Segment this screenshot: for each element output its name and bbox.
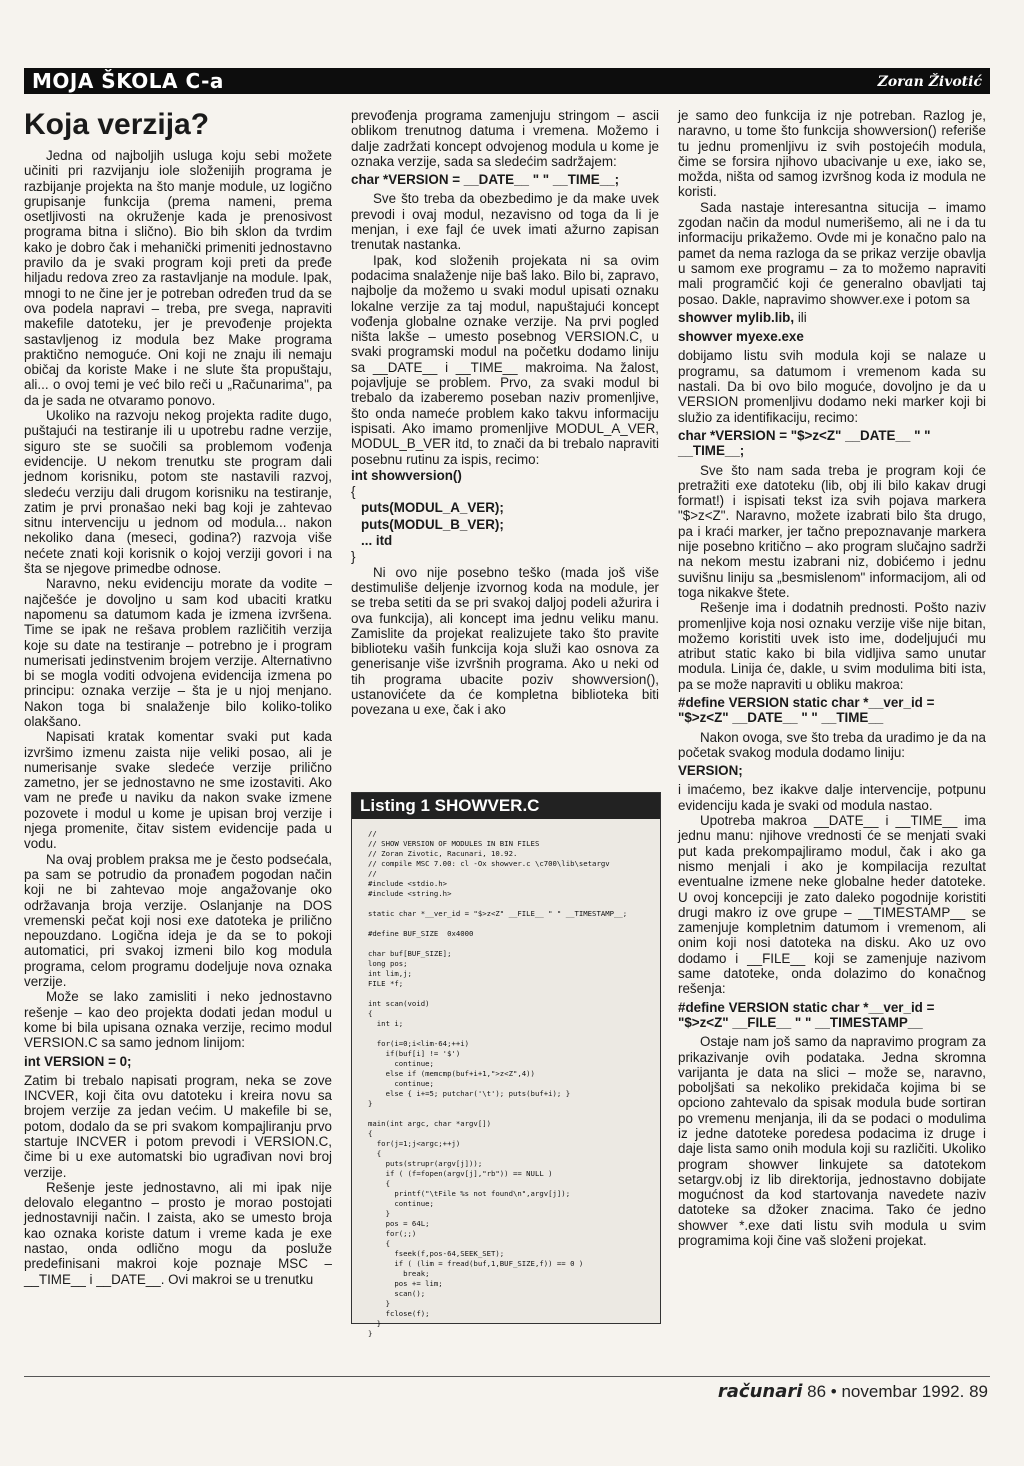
code-line: puts(MODUL_A_VER); (361, 500, 504, 516)
paragraph: Sve što treba da obezbedimo je da make uvek prevodi i ovaj modul, nezavisno od toga da li je menjan, i exe fajl će uvek imati ažurno zapisan trenutak nastanka. (351, 191, 659, 253)
paragraph: Može se lako zamisliti i neko jednostavno rešenje – kao deo projekta dodati jedan modul u kome bi bila upisana oznaka verzije, recimo modul VERSION.C sa samo jednom linijom: (24, 989, 332, 1051)
section-header-bar (24, 68, 990, 94)
code-line: #define VERSION static char *__ver_id = "$>z<Z" __FILE__ " " __TIMESTAMP__ (678, 999, 935, 1030)
code-line: char *VERSION = "$>z<Z" __DATE__ " " __TIME__; (678, 427, 931, 459)
code-line: puts(MODUL_B_VER); (361, 516, 504, 532)
code-line: } (351, 549, 356, 565)
article-column-1 (24, 108, 332, 1287)
code-listing-box (351, 792, 661, 1338)
code-line: VERSION; (678, 763, 743, 779)
paragraph: Upotreba makroa __DATE__ i __TIME__ ima jednu manu: njihove vrednosti će se menjati svaki put kada prekompajliramo modul, čak i ako ga nismo menjali i ako je kompilacija rezultat eventualne izmene neke globalne heder datoteke. U ovoj koncepciji je zato daleko pogodnije koristiti drugi makro iz ove grupe – __TIMESTAMP__ se zamenjuje kompletnim datumom i vremenom, ali onim koji nosi datoteka na disku. Ako uz ovo dodamo i __FILE__ koji se zamenjuje nazivom same datoteke, onda dolazimo do konačnog rešenja: (678, 813, 986, 997)
paragraph: prevođenja programa zamenjuju stringom – ascii oblikom trenutnog datuma i vremena. Možemo i dalje zadržati koncept odvojenog modula u kome je oznaka verzije, sada sa sledećim sadržajem: (351, 108, 659, 169)
code-tail: ili (797, 309, 807, 325)
paragraph: i imaćemo, bez ikakve dalje intervencije, potpunu evidenciju kada je svaki od modula nastao. (678, 782, 986, 813)
author-name: Zoran Životić (877, 74, 982, 90)
article-column-2 (351, 108, 659, 718)
code-line: char *VERSION = __DATE__ " " __TIME__; (351, 172, 620, 188)
magazine-logo: računari (717, 1381, 803, 1402)
code-line: int showversion() (351, 467, 462, 483)
section-title: MOJA ŠKOLA C-a (32, 69, 224, 93)
paragraph: Na ovaj problem praksa me je često podsećala, pa sam se potrudio da pronađem pogodan način koji ne bi zahtevao moje angažovanje oko održavanja broja verzije. Oslanjanje na DOS vremenski pečat koji nosi exe datoteka je prilično nepouzdano. Logična ideja je da se to pokoji automatici, pri svakoj izmeni bilo kog modula programa, celom programu dodeljuje nova oznaka verzije. (24, 851, 332, 990)
code-line: #define VERSION static char *__ver_id = "$>z<Z" __DATE__ " " __TIME__ (678, 694, 935, 726)
paragraph: Ipak, kod složenih projekata ni sa ovim podacima snalaženje nije baš lako. Bilo bi, zapravo, najbolje da možemo u svaki modul upisati oznaku lokalne verzije za taj modul, napuštajući koncept vođenja globalne oznake verzije. Na prvi pogled ništa lakše – umesto posebnog VERSION.C, u svaki programski modul na početku dodamo liniju sa __DATE__ i __TIME__ makroima. Na žalost, pojavljuje se problem. Prvo, za svaki modul bi trebalo da izaberemo poseban naziv promenljive, što onda nameće problem kako takvu informaciju ispisati. Ako imamo promenljive MODUL_A_VER, MODUL_B_VER itd, to znači da bi trebalo napraviti posebnu rutinu za ispis, recimo: (351, 252, 659, 467)
article-title: Koja verzija? (24, 108, 210, 141)
issue-number: 86 (807, 1382, 827, 1401)
paragraph: Ostaje nam još samo da napravimo program za prikazivanje ovih podataka. Jedna skromna varijanta je data na slici – može se, naravno, poboljšati sa nekoliko prekidača kojima bi se opciono zahtevalo da spisak modula bude sortiran po vremenu menjanja, ili da se podaci o modulima iz jedne datoteke poredesa podacima iz druge i daje lista samo onih modula koji su različiti. Ukoliko program showver linkujete sa datotekom setargv.obj iz lib direktorija, jednostavno dobijate mogućnost da kod startovanja navedete naziv datoteke sa džoker znacima. Tako će jedno showver *.exe dati listu svih modula u svim programima koji čine vaš složeni projekat. (678, 1034, 986, 1249)
listing-code: // // SHOW VERSION OF MODULES IN BIN FILES // Zoran Zivotic, Racunari, 10.92. // compile MSC 7.00: cl -Ox showver.c \c700\lib\setargv // #include <stdio.h> #include <string.h> static char *__ver_id = "$>z<Z" __FILE__ " " __TIMESTAMP__; #define BUF_SIZE 0x4000 char buf[BUF_SIZE]; long pos; int lim,j; FILE *f; int scan(void) { int i; for(i=0;i<lim-64;++i) if(buf[i] != '$') continue; else if (memcmp(buf+i+1,">z<Z",4)) continue; else { i+=5; putchar('\t'); puts(buf+i); } } main(int argc, char *argv[]) { for(j=1;j<argc;++j) { puts(strupr(argv[j])); if ( (f=fopen(argv[j],"rb")) == NULL ) { printf("\tFile %s not found\n",argv[j]); continue; } pos = 64L; for(;;) { fseek(f,pos-64,SEEK_SET); if ( (lim = fread(buf,1,BUF_SIZE,f)) == 0 ) break; pos += lim; scan(); } fclose(f); } } (368, 829, 628, 1338)
paragraph: Sada nastaje interesantna situcija – imamo zgodan način da modul numerišemo, ali ne i da tu informaciju prikažemo. Ovde mi je konačno palo na pamet da nema razloga da se prikaz verzije obavlja u samom exe programu – za to možemo napraviti mali programčić koji će generalno obavljati taj posao. Dakle, napravimo showver.exe i potom sa (678, 199, 986, 307)
paragraph: Ni ovo nije posebno teško (mada još više destimuliše deljenje izvornog koda na module, jer se treba setiti da se pri svakoj daljoj podeli ažurira i ova funkcija), ali koncept ima jednu veliku manu. Zamislite da projekat realizujete tako što pravite biblioteku vaših funkcija koja služi kao osnova za generisanje više izvršnih programa. Ako u neki od tih programa ubacite poziv showversion(), ustanovićete da će kompletna biblioteka biti povezana u exe, čak i ako (351, 564, 659, 718)
paragraph: dobijamo listu svih modula koji se nalaze u programu, sa datumom i vremenom kada su nastali. Da bi ovo bilo moguće, dovoljno je da u VERSION promenljivu dodamo neki marker koji bi služio za identifikaciju, recimo: (678, 348, 986, 425)
code-line: showver myexe.exe (678, 329, 804, 345)
page-footer (718, 1380, 988, 1404)
code-text: showver mylib.lib, (678, 309, 795, 325)
code-line: ... itd (361, 533, 393, 549)
footer-bullet: • (830, 1382, 837, 1401)
code-line (678, 310, 986, 325)
paragraph: Rešenje jeste jednostavno, ali mi ipak nije delovalo elegantno – prosto je morao postojati jednostavniji način. I zaista, ako se umesto broja kao oznaka koriste datum i vreme kada je exe nastao, onda odlično mogu da posluže predefinisani makroi koje poznaje MSC – __TIME__ i __DATE__. Ovi makroi se u trenutku (24, 1179, 332, 1287)
code-line: { (351, 484, 356, 500)
paragraph: Sve što nam sada treba je program koji će pretražiti exe datoteku (lib, obj ili bilo kakav drugi format!) i ispisati tekst iza svih pojava markera "$>z<Z". Naravno, možete izabrati bilo šta drugo, pa i kraći marker, jer tačno prepoznavanje markera nije posebno kritično – ako program slučajno sadrži na nekom mestu izabrani niz, dobićemo i jednu suvišnu liniju sa „besmislenom" informacijom, ali od toga nikakve štete. (678, 462, 986, 600)
listing-title: Listing 1 SHOWVER.C (352, 793, 660, 819)
paragraph: Nakon ovoga, sve što treba da uradimo je da na početak svakog modula dodamo liniju: (678, 729, 986, 760)
issue-date: novembar 1992. (841, 1382, 965, 1401)
page-number: 89 (969, 1382, 988, 1401)
article-column-3 (678, 108, 986, 1248)
paragraph: Zatim bi trebalo napisati program, neka se zove INCVER, koji čita ovu datoteku i kreira novu sa brojem verzije za jedan većim. U makefile bi se, potom, dodalo da se pri svakom kompajliranju prvo startuje INCVER i potom prevodi i VERSION.C, čime bi u exe automatski bio ugrađivan novi broj verzije. (24, 1072, 332, 1180)
paragraph: Ukoliko na razvoju nekog projekta radite dugo, puštajući na testiranje ili u upotrebu radne verzije, siguro ste se suočili sa problemom vođenja evidencije. U nekom trenutku ste program dali jednom korisniku, potom ste nastavili razvoj, sledeću verziju dali drugom korisniku na testiranje, zatim je prvi pronašao neki bag koji je zahtevao sitnu intervenciju u jednom od modula... nakon nekoliko dana (meseci, godina?) razvoja više nećete znati koji korisnik o kojoj verziji govori i na šta se njegove primedbe odnose. (24, 408, 332, 577)
paragraph: Rešenje ima i dodatnih prednosti. Pošto naziv promenljive koja nosi oznaku verzije više nije bitan, možemo koristiti uvek isto ime, dodeljujući mu atribut static kako bi bila vidljiva samo unutar modula. Linija će, dakle, u svim modulima biti ista, pa se može napraviti u obliku makroa: (678, 600, 986, 692)
paragraph: Jedna od najboljih usluga koju sebi možete učiniti pri razvijanju iole složenijih programa je razbijanje projekta na što manje module, uz logično grupisanje funkcija (prema nameni, prema osetljivosti na okruženje kada je prenosivost programa bitna i slično). Bio bih sklon da tvrdim kako je dobro čak i mehanički primeniti jednostavno pravilo da je svaki program koji preti da pređe hiljadu redova zreo za rastavljanje na module. Ipak, mnogi to ne čine jer je potreban određen trud da se ova podela napravi – treba, pre svega, napraviti makefile datoteku, jer je prevođenje projekta sastavljenog iz modula bez Make programa praktično nemoguće. Oni koji ne znaju ili nemaju običaj da koriste Make i ne slute šta propuštaju, ali... o ovoj temi je već bilo reči u „Računarima", pa da je sada ne otvaramo ponovo. (24, 148, 332, 408)
paragraph: Napisati kratak komentar svaki put kada izvršimo izmenu zaista nije veliki posao, ali je numerisanje svake sledeće verzije prilično zametno, jer se jednostavno ne sme izostaviti. Ako vam ne pređe u naviku da nakon svake izmene pozovete i modul u kome je upisan broj verzije i njega promenite, čitav sistem evidencije pada u vodu. (24, 729, 332, 852)
footer-divider (24, 1376, 990, 1377)
paragraph: Naravno, neku evidenciju morate da vodite – najčešće je dovoljno u sam kod ubaciti kratku napomenu sa datumom kada je izmena izvršena. Time se ipak ne rešava problem različitih verzija koje su date na testiranje – potrebno je i program numerisati jedinstvenim brojem verzije. Alternativno bi se mogla voditi odvojena evidencija izmena po principu: oznaka verzije – šta je u njoj menjano. Nakon toga bi snalaženje bilo koliko-toliko olakšano. (24, 576, 332, 729)
code-line: int VERSION = 0; (24, 1053, 132, 1069)
paragraph: je samo deo funkcija iz nje potreban. Razlog je, naravno, u tome što funkcija showversion() referiše tu jednu promenljivu iz svih postojećih modula, čime se forsira njihovo ubacivanje u exe, iako se, možda, ništa od samog izvršnog koda iz modula ne koristi. (678, 108, 986, 200)
